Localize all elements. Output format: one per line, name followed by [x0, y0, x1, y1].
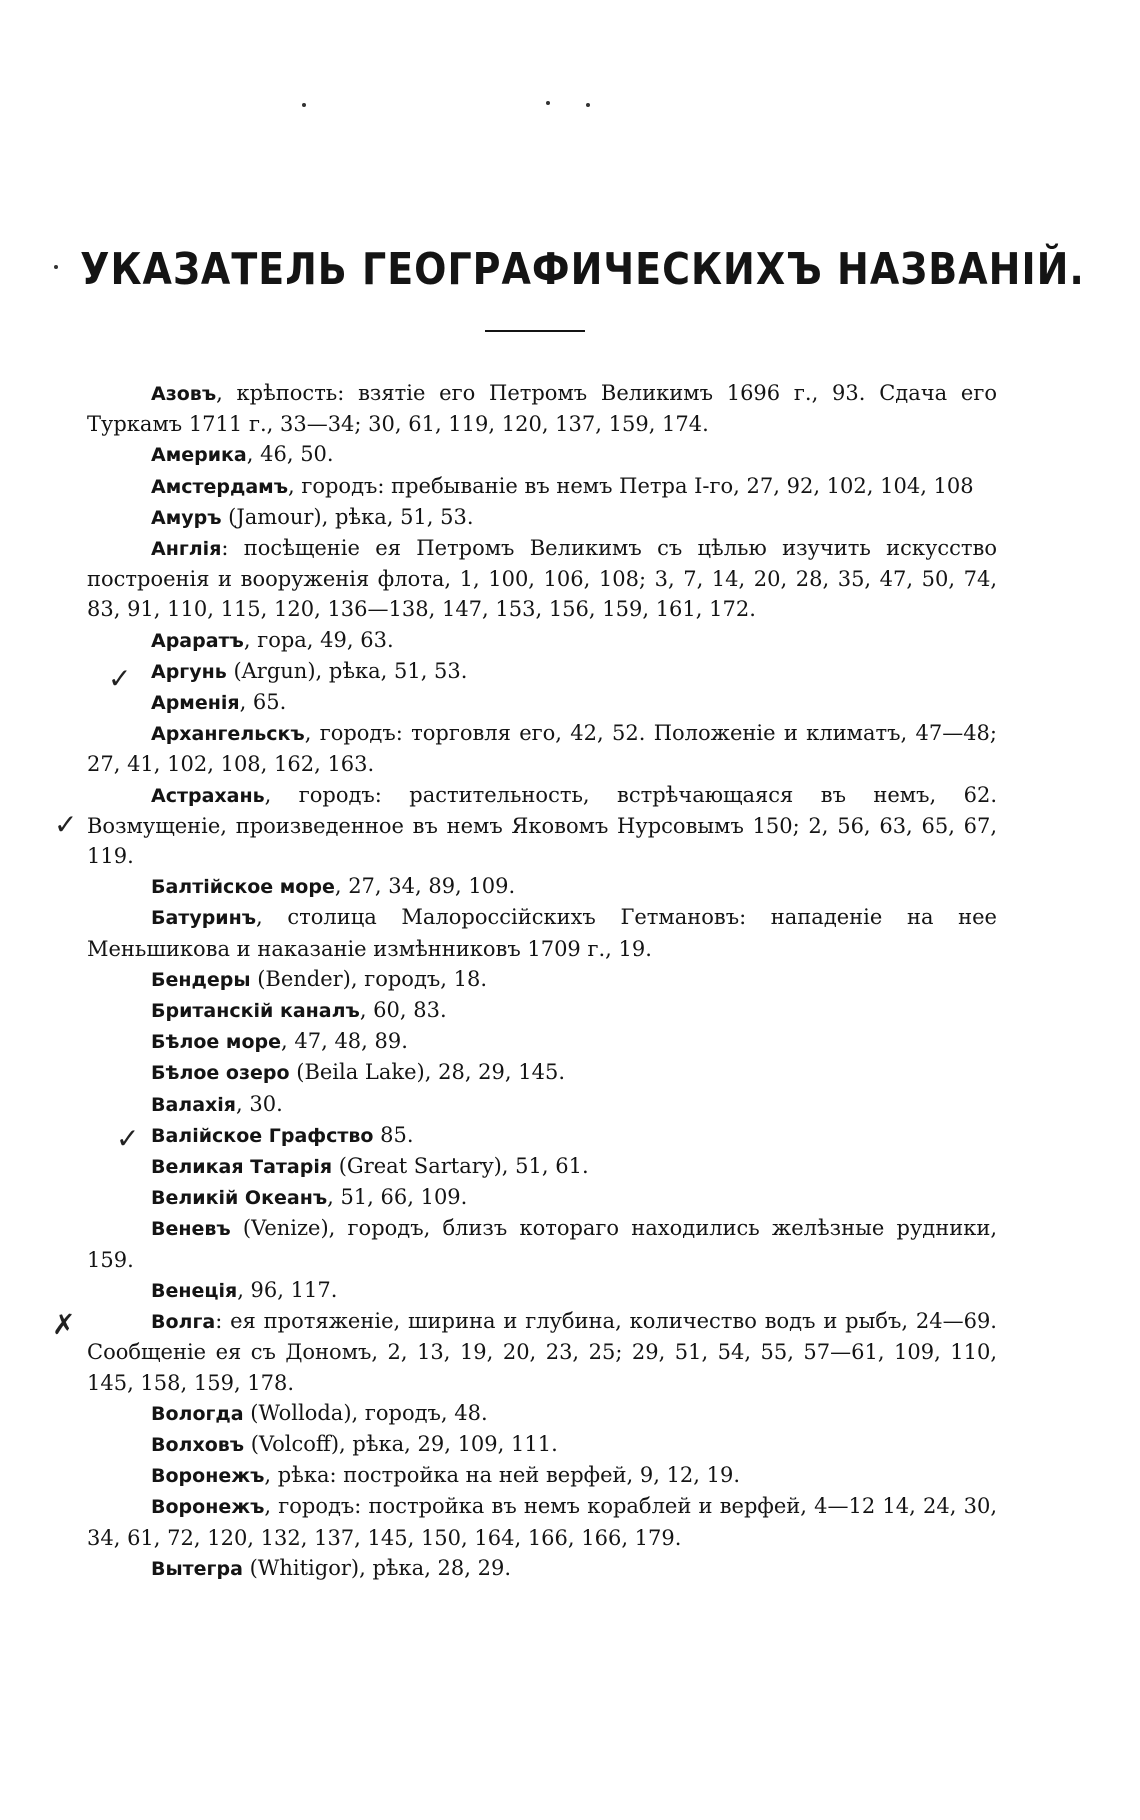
entry-term: Балтійское море	[151, 876, 335, 899]
index-entry	[87, 378, 997, 439]
entry-text: , городъ: пребываніе въ немъ Петра I-го, 27, 92, 102, 104, 108	[287, 473, 974, 498]
entry-term: Бѣлое море	[151, 1031, 282, 1054]
index-entry	[87, 625, 997, 656]
entry-text: (Argun), рѣка, 51, 53.	[226, 658, 468, 683]
entry-term: Бендеры	[151, 968, 251, 991]
entry-term: Вытегра	[151, 1557, 243, 1580]
entry-term: Валійское Графство	[151, 1124, 374, 1147]
entry-term: Амуръ	[151, 506, 222, 529]
index-entry	[87, 1182, 997, 1213]
index-entry	[87, 780, 997, 872]
entry-term: Воронежъ	[151, 1496, 265, 1519]
check-mark-icon: ✓	[116, 1122, 140, 1155]
entry-text: 85.	[373, 1122, 414, 1147]
entry-text: , 60, 83.	[359, 998, 447, 1023]
entry-text: (Bender), городъ, 18.	[250, 966, 487, 991]
index-entry	[87, 1089, 997, 1120]
index-entry	[87, 1057, 997, 1088]
entry-text: , крѣпость: взятіе его Петромъ Великимъ 1696 г., 93. Сдача его Туркамъ 1711 г., 33—34; 30, 61, 119, 120, 137, 159, 174.	[87, 381, 997, 437]
entry-text: , городъ: постройка въ немъ кораблей и верфей, 4—12 14, 24, 30, 34, 61, 72, 120, 132, 137, 145, 150, 164, 166, 166, 179.	[87, 1494, 997, 1550]
entry-text: , городъ: торговля его, 42, 52. Положеніе и климатъ, 47—48; 27, 41, 102, 108, 162, 163.	[87, 721, 997, 777]
entry-term: Волховъ	[151, 1433, 245, 1456]
entry-term: Британскій каналъ	[151, 1000, 360, 1023]
index-entry	[87, 1398, 997, 1429]
cross-mark-icon: ✗	[52, 1308, 76, 1341]
index-entries	[87, 378, 997, 1584]
entry-text: , 65.	[239, 690, 287, 715]
speck	[546, 101, 550, 105]
index-entry	[87, 1120, 997, 1151]
index-entry	[87, 995, 997, 1026]
entry-text: , гора, 49, 63.	[243, 627, 394, 652]
entry-term: Азовъ	[151, 383, 217, 405]
entry-text: , 27, 34, 89, 109.	[334, 874, 516, 899]
index-entry	[87, 1491, 997, 1552]
entry-text: (Jamour), рѣка, 51, 53.	[221, 504, 474, 529]
entry-text: (Wolloda), городъ, 48.	[243, 1400, 488, 1425]
index-entry	[87, 502, 997, 533]
entry-text: (Great Sartary), 51, 61.	[332, 1154, 589, 1179]
entry-term: Веневъ	[151, 1218, 231, 1241]
entry-term: Венеція	[151, 1279, 238, 1302]
entry-term: Великая Татарія	[151, 1156, 333, 1179]
entry-term: Амстердамъ	[151, 475, 288, 498]
entry-text: : ея протяженіе, ширина и глубина, количество водъ и рыбъ, 24—69. Сообщеніе ея съ Дономъ, 2, 13, 19, 20, 23, 25; 29, 51, 54, 55, 57—61, 109, 110, 145, 158, 159, 178.	[87, 1309, 997, 1395]
speck	[586, 103, 590, 107]
title-divider	[485, 330, 585, 332]
index-entry	[87, 687, 997, 718]
entry-term: Англія	[151, 538, 222, 561]
entry-text: , 47, 48, 89.	[281, 1029, 408, 1054]
entry-term: Аргунь	[151, 660, 227, 683]
entry-term: Вологда	[151, 1402, 244, 1425]
entry-text: : посѣщеніе ея Петромъ Великимъ съ цѣлью изучить искусство построенія и вооруженія флота, 1, 100, 106, 108; 3, 7, 14, 20, 28, 35, 47, 50, 74, 83, 91, 110, 115, 120, 136—138, 147, 153, 156, 159, 161, 172.	[87, 536, 997, 622]
entry-text: , 96, 117.	[237, 1277, 338, 1302]
entry-term: Астрахань	[151, 784, 265, 807]
check-mark-icon: ✓	[108, 662, 132, 695]
entry-text: (Beila Lake), 28, 29, 145.	[289, 1060, 565, 1085]
entry-term: Араратъ	[151, 629, 244, 652]
entry-text: , 30.	[236, 1091, 283, 1116]
entry-text: , 46, 50.	[246, 442, 334, 467]
index-entry	[87, 1213, 997, 1274]
entry-term: Валахія	[151, 1093, 237, 1116]
entry-term: Волга	[151, 1311, 216, 1334]
index-entry	[87, 1553, 997, 1584]
entry-text: , столица Малороссійскихъ Гетмановъ: нападеніе на нее Меньшикова и наказаніе измѣнниковъ 1709 г., 19.	[87, 905, 997, 961]
index-entry	[87, 1151, 997, 1182]
index-entry	[87, 718, 997, 779]
index-entry	[87, 964, 997, 995]
index-entry	[87, 439, 997, 470]
entry-term: Америка	[151, 444, 247, 467]
speck	[302, 103, 306, 107]
index-entry	[87, 1275, 997, 1306]
entry-term: Великій Океанъ	[151, 1187, 328, 1210]
index-entry	[87, 871, 997, 902]
index-entry	[87, 533, 997, 625]
entry-term: Архангельскъ	[151, 723, 305, 746]
check-mark-icon: ✓	[54, 808, 78, 841]
index-entry	[87, 1460, 997, 1491]
entry-text: , городъ: растительность, встрѣчающаяся въ немъ, 62. Возмущеніе, произведенное въ немъ Яковомъ Нурсовымъ 150; 2, 56, 63, 65, 67, 119.	[87, 782, 997, 869]
index-entry	[87, 1306, 997, 1398]
entry-term: Бѣлое озеро	[151, 1062, 290, 1085]
index-entry	[87, 1026, 997, 1057]
index-entry	[87, 1429, 997, 1460]
entry-term: Воронежъ	[151, 1465, 265, 1488]
entry-term: Батуринъ	[151, 907, 257, 930]
index-entry	[87, 902, 997, 963]
entry-text: (Volcoff), рѣка, 29, 109, 111.	[244, 1431, 558, 1456]
index-title: УКАЗАТЕЛЬ ГЕОГРАФИЧЕСКИХЪ НАЗВАНІЙ.	[80, 244, 1085, 295]
entry-text: , рѣка: постройка на ней верфей, 9, 12, 19.	[264, 1463, 741, 1488]
entry-term: Арменія	[151, 692, 240, 715]
index-entry	[87, 471, 997, 502]
entry-text: (Venize), городъ, близъ котораго находились желѣзные рудники, 159.	[87, 1216, 997, 1272]
index-entry	[87, 656, 997, 687]
entry-text: (Whitigor), рѣка, 28, 29.	[242, 1555, 512, 1580]
entry-text: , 51, 66, 109.	[327, 1185, 468, 1210]
